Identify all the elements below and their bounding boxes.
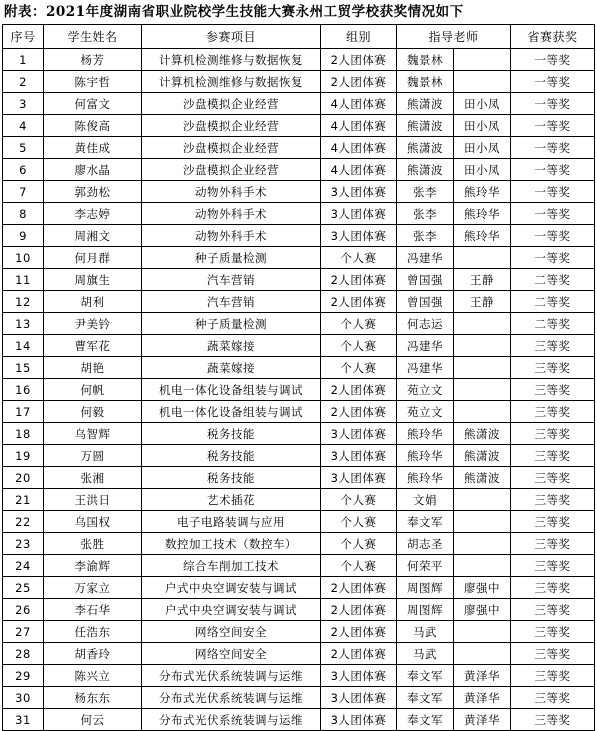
cell-no: 22 <box>3 511 44 533</box>
cell-no: 9 <box>3 225 44 247</box>
cell-award: 三等奖 <box>511 709 595 731</box>
cell-student-name: 周湘文 <box>44 225 142 247</box>
cell-no: 8 <box>3 203 44 225</box>
cell-teacher-1: 张李 <box>397 203 454 225</box>
cell-teacher-1: 熊玲华 <box>397 423 454 445</box>
cell-project: 机电一体化设备组装与调试 <box>142 379 321 401</box>
cell-teacher-1: 张李 <box>397 181 454 203</box>
cell-project: 数控加工技术（数控车） <box>142 533 321 555</box>
table-row <box>3 511 595 533</box>
cell-group: 2人团体赛 <box>321 643 397 665</box>
cell-project: 分布式光伏系统装调与运维 <box>142 709 321 731</box>
table-row <box>3 71 595 93</box>
cell-group: 个人赛 <box>321 313 397 335</box>
cell-group: 3人团体赛 <box>321 665 397 687</box>
cell-teacher-2: 熊潇波 <box>454 445 511 467</box>
table-row <box>3 159 595 181</box>
table-row <box>3 577 595 599</box>
table-row <box>3 291 595 313</box>
cell-group: 个人赛 <box>321 247 397 269</box>
cell-project: 户式中央空调安装与调试 <box>142 599 321 621</box>
cell-no: 15 <box>3 357 44 379</box>
cell-teacher-1: 苑立文 <box>397 379 454 401</box>
cell-award: 三等奖 <box>511 445 595 467</box>
table-row <box>3 665 595 687</box>
table-row <box>3 313 595 335</box>
cell-student-name: 胡香玲 <box>44 643 142 665</box>
cell-project: 沙盘模拟企业经营 <box>142 93 321 115</box>
cell-group: 个人赛 <box>321 533 397 555</box>
cell-project: 分布式光伏系统装调与运维 <box>142 665 321 687</box>
cell-student-name: 杨东东 <box>44 687 142 709</box>
cell-teacher-2: 田小凤 <box>454 115 511 137</box>
cell-award: 一等奖 <box>511 203 595 225</box>
cell-teacher-1: 冯建华 <box>397 247 454 269</box>
cell-group: 2人团体赛 <box>321 71 397 93</box>
table-row <box>3 247 595 269</box>
table-row <box>3 115 595 137</box>
cell-group: 3人团体赛 <box>321 709 397 731</box>
cell-award: 二等奖 <box>511 291 595 313</box>
cell-no: 13 <box>3 313 44 335</box>
cell-project: 沙盘模拟企业经营 <box>142 159 321 181</box>
cell-student-name: 任浩东 <box>44 621 142 643</box>
cell-teacher-1: 奉文军 <box>397 511 454 533</box>
table-row <box>3 269 595 291</box>
cell-award: 一等奖 <box>511 93 595 115</box>
header-award: 省赛获奖 <box>511 25 595 49</box>
cell-project: 蔬菜嫁接 <box>142 335 321 357</box>
cell-teacher-1: 马武 <box>397 621 454 643</box>
cell-no: 31 <box>3 709 44 731</box>
cell-project: 电子电路装调与应用 <box>142 511 321 533</box>
cell-award: 一等奖 <box>511 181 595 203</box>
cell-no: 11 <box>3 269 44 291</box>
cell-group: 3人团体赛 <box>321 203 397 225</box>
cell-group: 3人团体赛 <box>321 445 397 467</box>
cell-group: 2人团体赛 <box>321 599 397 621</box>
cell-no: 12 <box>3 291 44 313</box>
cell-teacher-2: 田小凤 <box>454 159 511 181</box>
cell-project: 蔬菜嫁接 <box>142 357 321 379</box>
cell-project: 沙盘模拟企业经营 <box>142 137 321 159</box>
cell-student-name: 李渝辉 <box>44 555 142 577</box>
cell-group: 2人团体赛 <box>321 49 397 71</box>
table-row <box>3 533 595 555</box>
cell-no: 18 <box>3 423 44 445</box>
cell-no: 10 <box>3 247 44 269</box>
cell-no: 5 <box>3 137 44 159</box>
cell-teacher-1: 魏景林 <box>397 71 454 93</box>
cell-teacher-2 <box>454 335 511 357</box>
cell-teacher-2 <box>454 71 511 93</box>
cell-group: 2人团体赛 <box>321 291 397 313</box>
cell-student-name: 杨芳 <box>44 49 142 71</box>
cell-award: 三等奖 <box>511 423 595 445</box>
cell-group: 3人团体赛 <box>321 687 397 709</box>
table-row <box>3 643 595 665</box>
cell-award: 一等奖 <box>511 247 595 269</box>
cell-student-name: 张湘 <box>44 467 142 489</box>
cell-student-name: 乌国权 <box>44 511 142 533</box>
cell-teacher-2: 田小凤 <box>454 93 511 115</box>
cell-group: 4人团体赛 <box>321 137 397 159</box>
cell-student-name: 廖水晶 <box>44 159 142 181</box>
table-row <box>3 401 595 423</box>
cell-award: 二等奖 <box>511 269 595 291</box>
cell-student-name: 陈宇哲 <box>44 71 142 93</box>
cell-group: 4人团体赛 <box>321 93 397 115</box>
cell-project: 税务技能 <box>142 467 321 489</box>
cell-teacher-2: 熊玲华 <box>454 225 511 247</box>
cell-no: 29 <box>3 665 44 687</box>
cell-project: 户式中央空调安装与调试 <box>142 577 321 599</box>
cell-project: 动物外科手术 <box>142 203 321 225</box>
table-row <box>3 49 595 71</box>
cell-teacher-2: 黄泽华 <box>454 665 511 687</box>
cell-project: 税务技能 <box>142 423 321 445</box>
table-row <box>3 599 595 621</box>
cell-teacher-1: 奉文军 <box>397 687 454 709</box>
header-project: 参赛项目 <box>142 25 321 49</box>
cell-award: 三等奖 <box>511 533 595 555</box>
table-row <box>3 489 595 511</box>
cell-teacher-1: 文娟 <box>397 489 454 511</box>
cell-project: 汽车营销 <box>142 291 321 313</box>
table-row <box>3 93 595 115</box>
table-row <box>3 203 595 225</box>
cell-group: 3人团体赛 <box>321 225 397 247</box>
cell-student-name: 何富文 <box>44 93 142 115</box>
cell-group: 2人团体赛 <box>321 269 397 291</box>
cell-teacher-2: 熊潇波 <box>454 467 511 489</box>
cell-teacher-1: 熊潇波 <box>397 137 454 159</box>
cell-student-name: 李石华 <box>44 599 142 621</box>
cell-group: 2人团体赛 <box>321 379 397 401</box>
cell-project: 网络空间安全 <box>142 643 321 665</box>
cell-project: 种子质量检测 <box>142 313 321 335</box>
cell-teacher-2 <box>454 643 511 665</box>
cell-teacher-2 <box>454 621 511 643</box>
cell-teacher-1: 熊潇波 <box>397 93 454 115</box>
cell-award: 三等奖 <box>511 489 595 511</box>
cell-group: 3人团体赛 <box>321 423 397 445</box>
cell-teacher-1: 胡志圣 <box>397 533 454 555</box>
cell-project: 计算机检测维修与数据恢复 <box>142 71 321 93</box>
cell-teacher-2 <box>454 313 511 335</box>
cell-no: 4 <box>3 115 44 137</box>
cell-no: 7 <box>3 181 44 203</box>
cell-student-name: 王洪日 <box>44 489 142 511</box>
cell-no: 3 <box>3 93 44 115</box>
cell-project: 税务技能 <box>142 445 321 467</box>
table-row <box>3 467 595 489</box>
cell-project: 沙盘模拟企业经营 <box>142 115 321 137</box>
cell-project: 分布式光伏系统装调与运维 <box>142 687 321 709</box>
cell-teacher-2 <box>454 247 511 269</box>
cell-teacher-2 <box>454 555 511 577</box>
cell-award: 三等奖 <box>511 357 595 379</box>
cell-teacher-2: 熊玲华 <box>454 181 511 203</box>
cell-award: 二等奖 <box>511 313 595 335</box>
cell-student-name: 郭劲松 <box>44 181 142 203</box>
cell-no: 20 <box>3 467 44 489</box>
cell-group: 2人团体赛 <box>321 577 397 599</box>
cell-teacher-1: 周图辉 <box>397 599 454 621</box>
cell-award: 三等奖 <box>511 555 595 577</box>
cell-teacher-1: 熊潇波 <box>397 115 454 137</box>
cell-teacher-2: 廖强中 <box>454 599 511 621</box>
cell-teacher-2: 王静 <box>454 269 511 291</box>
cell-student-name: 万家立 <box>44 577 142 599</box>
cell-teacher-2: 熊潇波 <box>454 423 511 445</box>
cell-teacher-2 <box>454 511 511 533</box>
cell-teacher-2: 熊玲华 <box>454 203 511 225</box>
cell-teacher-1: 曾国强 <box>397 269 454 291</box>
cell-teacher-1: 周图辉 <box>397 577 454 599</box>
cell-student-name: 曹军花 <box>44 335 142 357</box>
cell-student-name: 何毅 <box>44 401 142 423</box>
cell-student-name: 陈俊高 <box>44 115 142 137</box>
cell-no: 16 <box>3 379 44 401</box>
cell-teacher-2: 廖强中 <box>454 577 511 599</box>
cell-project: 动物外科手术 <box>142 225 321 247</box>
cell-student-name: 万圆 <box>44 445 142 467</box>
cell-group: 个人赛 <box>321 335 397 357</box>
cell-teacher-2 <box>454 379 511 401</box>
cell-award: 一等奖 <box>511 115 595 137</box>
cell-project: 汽车营销 <box>142 269 321 291</box>
cell-group: 个人赛 <box>321 489 397 511</box>
cell-no: 28 <box>3 643 44 665</box>
cell-award: 一等奖 <box>511 49 595 71</box>
cell-award: 一等奖 <box>511 137 595 159</box>
page-title: 附表：2021年度湖南省职业院校学生技能大赛永州工贸学校获奖情况如下 <box>4 4 464 20</box>
cell-student-name: 李志婷 <box>44 203 142 225</box>
cell-no: 27 <box>3 621 44 643</box>
cell-teacher-1: 马武 <box>397 643 454 665</box>
cell-award: 三等奖 <box>511 665 595 687</box>
cell-student-name: 何帆 <box>44 379 142 401</box>
cell-no: 14 <box>3 335 44 357</box>
cell-no: 26 <box>3 599 44 621</box>
cell-no: 30 <box>3 687 44 709</box>
cell-group: 4人团体赛 <box>321 159 397 181</box>
cell-award: 三等奖 <box>511 687 595 709</box>
cell-award: 一等奖 <box>511 225 595 247</box>
cell-student-name: 何云 <box>44 709 142 731</box>
cell-teacher-2: 王静 <box>454 291 511 313</box>
cell-no: 21 <box>3 489 44 511</box>
cell-project: 动物外科手术 <box>142 181 321 203</box>
cell-teacher-1: 曾国强 <box>397 291 454 313</box>
cell-teacher-1: 何荣平 <box>397 555 454 577</box>
header-name: 学生姓名 <box>44 25 142 49</box>
cell-group: 个人赛 <box>321 555 397 577</box>
cell-no: 2 <box>3 71 44 93</box>
table-row <box>3 445 595 467</box>
cell-no: 19 <box>3 445 44 467</box>
cell-teacher-2: 田小凤 <box>454 137 511 159</box>
header-row <box>3 25 595 49</box>
cell-project: 机电一体化设备组装与调试 <box>142 401 321 423</box>
cell-project: 网络空间安全 <box>142 621 321 643</box>
cell-project: 种子质量检测 <box>142 247 321 269</box>
cell-award: 三等奖 <box>511 643 595 665</box>
cell-teacher-2 <box>454 357 511 379</box>
table-row <box>3 423 595 445</box>
cell-group: 个人赛 <box>321 511 397 533</box>
table-row <box>3 709 595 731</box>
cell-group: 4人团体赛 <box>321 115 397 137</box>
cell-teacher-1: 张李 <box>397 225 454 247</box>
cell-teacher-1: 魏景林 <box>397 49 454 71</box>
cell-award: 三等奖 <box>511 621 595 643</box>
cell-teacher-1: 何志运 <box>397 313 454 335</box>
cell-student-name: 尹美钤 <box>44 313 142 335</box>
cell-student-name: 胡利 <box>44 291 142 313</box>
cell-student-name: 胡艳 <box>44 357 142 379</box>
cell-award: 三等奖 <box>511 577 595 599</box>
cell-award: 三等奖 <box>511 335 595 357</box>
table-row <box>3 621 595 643</box>
cell-teacher-2 <box>454 533 511 555</box>
header-no: 序号 <box>3 25 44 49</box>
cell-project: 计算机检测维修与数据恢复 <box>142 49 321 71</box>
cell-teacher-2 <box>454 489 511 511</box>
cell-no: 17 <box>3 401 44 423</box>
cell-project: 综合车削加工技术 <box>142 555 321 577</box>
table-row <box>3 225 595 247</box>
cell-teacher-1: 苑立文 <box>397 401 454 423</box>
table-row <box>3 357 595 379</box>
cell-student-name: 黄佳成 <box>44 137 142 159</box>
cell-group: 3人团体赛 <box>321 467 397 489</box>
cell-student-name: 周旗生 <box>44 269 142 291</box>
table-row <box>3 379 595 401</box>
cell-award: 三等奖 <box>511 467 595 489</box>
cell-no: 24 <box>3 555 44 577</box>
cell-award: 三等奖 <box>511 401 595 423</box>
cell-group: 3人团体赛 <box>321 181 397 203</box>
cell-award: 一等奖 <box>511 159 595 181</box>
cell-project: 艺术插花 <box>142 489 321 511</box>
header-teacher: 指导老师 <box>397 25 511 49</box>
cell-group: 2人团体赛 <box>321 621 397 643</box>
header-group: 组别 <box>321 25 397 49</box>
cell-teacher-1: 熊潇波 <box>397 159 454 181</box>
cell-student-name: 乌智辉 <box>44 423 142 445</box>
cell-group: 个人赛 <box>321 357 397 379</box>
cell-award: 三等奖 <box>511 511 595 533</box>
cell-award: 三等奖 <box>511 599 595 621</box>
cell-teacher-1: 奉文军 <box>397 665 454 687</box>
cell-student-name: 何月群 <box>44 247 142 269</box>
cell-award: 三等奖 <box>511 379 595 401</box>
cell-teacher-2 <box>454 401 511 423</box>
cell-no: 1 <box>3 49 44 71</box>
cell-group: 2人团体赛 <box>321 401 397 423</box>
cell-award: 一等奖 <box>511 71 595 93</box>
cell-student-name: 张胜 <box>44 533 142 555</box>
cell-no: 25 <box>3 577 44 599</box>
cell-no: 6 <box>3 159 44 181</box>
cell-teacher-2 <box>454 49 511 71</box>
table-row <box>3 181 595 203</box>
cell-student-name: 陈兴立 <box>44 665 142 687</box>
cell-teacher-1: 冯建华 <box>397 357 454 379</box>
cell-no: 23 <box>3 533 44 555</box>
table-row <box>3 687 595 709</box>
table-row <box>3 137 595 159</box>
awards-table <box>2 24 595 731</box>
table-row <box>3 335 595 357</box>
cell-teacher-1: 熊玲华 <box>397 445 454 467</box>
cell-teacher-2: 黄泽华 <box>454 709 511 731</box>
cell-teacher-1: 冯建华 <box>397 335 454 357</box>
cell-teacher-1: 熊玲华 <box>397 467 454 489</box>
cell-teacher-2: 黄泽华 <box>454 687 511 709</box>
cell-teacher-1: 奉文军 <box>397 709 454 731</box>
table-row <box>3 555 595 577</box>
